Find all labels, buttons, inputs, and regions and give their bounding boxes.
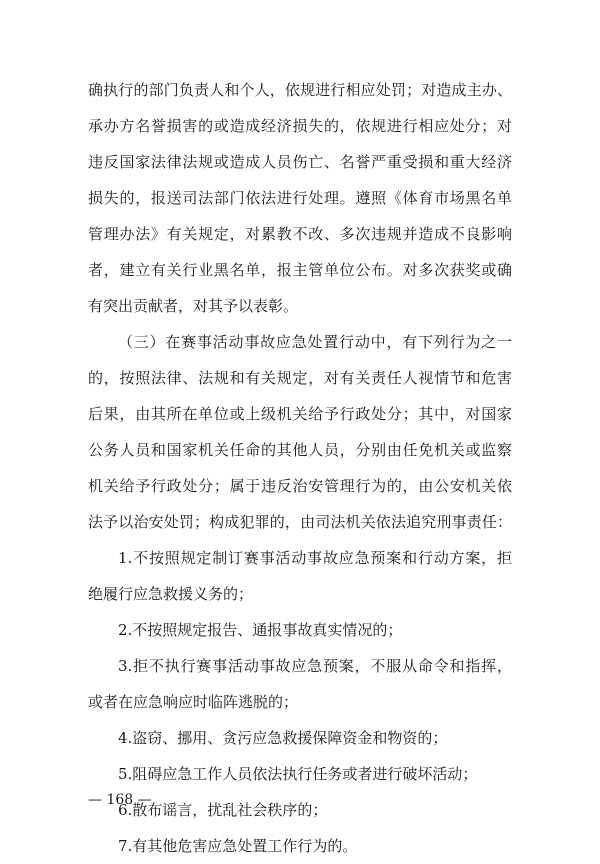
text-line: 公务人员和国家机关任命的其他人员，分别由任免机关或监察 [88,441,512,459]
list-item: 3.拒不执行赛事活动事故应急预案，不服从命令和指挥， [118,657,512,675]
page-number: — 168 — [88,792,152,808]
text-line: 损失的，报送司法部门依法进行处理。遵照《体育市场黑名单 [88,189,512,207]
text-line: 机关给予行政处分；属于违反治安管理行为的，由公安机关依 [88,477,512,495]
list-item-continued: 或者在应急响应时临阵逃脱的； [88,693,299,711]
text-line: （三）在赛事活动事故应急处置行动中，有下列行为之一 [118,333,512,351]
list-item: 5.阻碍应急工作人员依法执行任务或者进行破坏活动； [118,765,478,783]
text-line: 法予以治安处罚；构成犯罪的，由司法机关依法追究刑事责任： [88,513,512,531]
text-line: 管理办法》有关规定，对累教不改、多次违规并造成不良影响 [88,225,512,243]
text-line: 承办方名誉损害的或造成经济损失的，依规进行相应处分；对 [88,117,512,135]
text-line: 有突出贡献者，对其予以表彰。 [88,297,299,315]
paragraph-penalties-continued [88,72,512,324]
list-item: 7.有其他危害应急处置工作行为的。 [118,837,358,855]
text-line: 确执行的部门负责人和个人，依规进行相应处罚；对造成主办、 [88,81,512,99]
list-item: 2.不按照规定报告、通报事故真实情况的； [118,621,403,639]
list-item: 1.不按照规定制订赛事活动事故应急预案和行动方案，拒 [118,549,512,567]
text-line: 的，按照法律、法规和有关规定，对有关责任人视情节和危害 [88,369,512,387]
list-item-continued: 绝履行应急救援义务的； [88,585,254,603]
list-item: 4.盗窃、挪用、贪污应急救援保障资金和物资的； [118,729,448,747]
violation-list [88,540,512,864]
list-item: 6.散布谣言，扰乱社会秩序的； [118,801,328,819]
text-line: 违反国家法律法规或造成人员伤亡、名誉严重受损和重大经济 [88,153,512,171]
paragraph-section-three [88,324,512,540]
text-line: 后果，由其所在单位或上级机关给予行政处分；其中，对国家 [88,405,512,423]
text-line: 者，建立有关行业黑名单，报主管单位公布。对多次获奖或确 [88,261,512,279]
